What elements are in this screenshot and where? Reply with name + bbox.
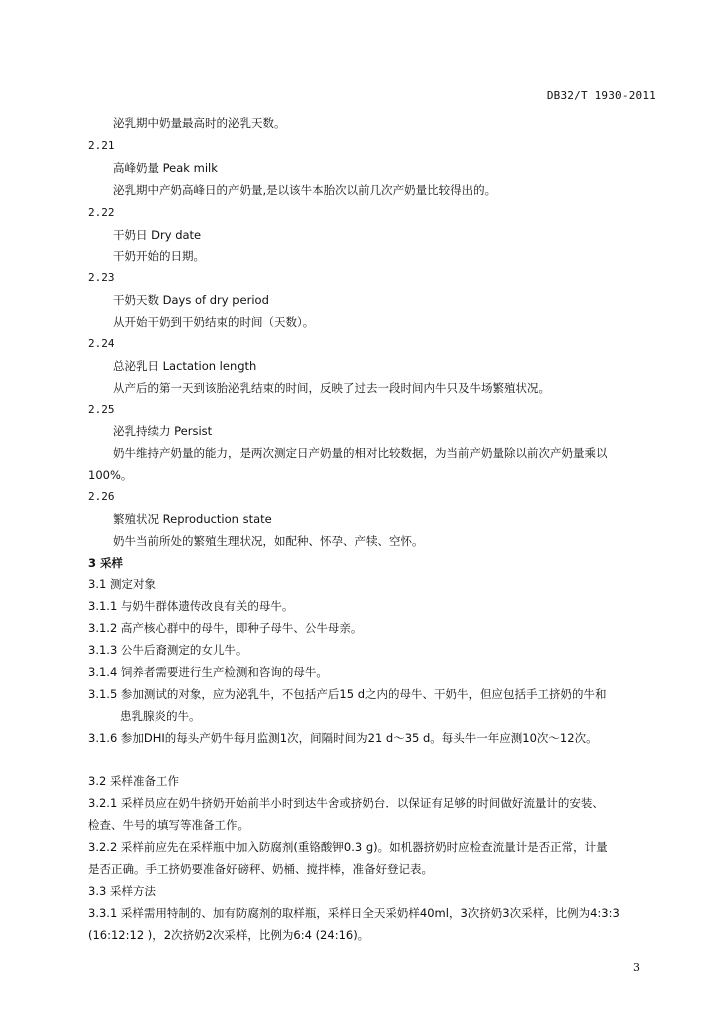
clause: 3.1.5 参加测试的对象，应为泌乳牛，不包括产后15 d之内的母牛、干奶牛，但应包括手工挤奶的牛和 — [88, 687, 607, 701]
section-heading: 3.1 测定对象 — [88, 577, 156, 591]
section-number: 2.26 — [88, 490, 115, 503]
term-heading: 泌乳持续力 Persist — [113, 424, 213, 438]
text-line: 从产后的第一天到该胎泌乳结束的时间，反映了过去一段时间内牛只及牛场繁殖状况。 — [113, 381, 550, 395]
text-line: 泌乳期中产奶高峰日的产奶量,是以该牛本胎次以前几次产奶量比较得出的。 — [113, 183, 497, 197]
term-heading: 干奶天数 Days of dry period — [113, 293, 269, 307]
section-number: 2.23 — [88, 271, 115, 284]
clause: 3.2.1 采样员应在奶牛挤奶开始前半小时到达牛舍或挤奶台．以保证有足够的时间做好流量计的安装、 — [88, 796, 604, 810]
clause: 3.1.2 高产核心群中的母牛，即种子母牛、公牛母亲。 — [88, 621, 363, 635]
term-heading: 干奶日 Dry date — [113, 228, 202, 242]
standard-code: DB32/T 1930-2011 — [546, 89, 656, 102]
section-number: 2.25 — [88, 403, 115, 416]
term-heading: 繁殖状况 Reproduction state — [113, 512, 272, 526]
clause: 3.1.6 参加DHI的每头产奶牛每月监测1次，间隔时间为21 d～35 d。每头牛一年应测10次～12次。 — [88, 731, 598, 745]
section-number: 2.21 — [88, 139, 115, 152]
term-heading: 高峰奶量 Peak milk — [113, 161, 218, 175]
term-heading: 总泌乳日 Lactation length — [113, 359, 257, 373]
clause-continuation: 患乳腺炎的牛。 — [120, 709, 201, 723]
clause: 3.1.4 饲养者需要进行生产检测和咨询的母牛。 — [88, 665, 328, 679]
text-line: 100%。 — [88, 468, 133, 482]
clause: 3.1.1 与奶牛群体遗传改良有关的母牛。 — [88, 599, 294, 613]
section-heading: 3.3 采样方法 — [88, 884, 156, 898]
clause-continuation: (16:12:12 )，2次挤奶2次采样，比例为6:4 (24:16)。 — [88, 928, 370, 942]
section-number: 2.22 — [88, 206, 115, 219]
text-line: 从开始干奶到干奶结束的时间（天数）。 — [113, 315, 315, 329]
clause-continuation: 是否正确。手工挤奶要准备好磅秤、奶桶、搅拌棒，准备好登记表。 — [88, 862, 433, 876]
clause: 3.1.3 公牛后裔测定的女儿牛。 — [88, 643, 248, 657]
text-line: 奶牛当前所处的繁殖生理状况，如配种、怀孕、产犊、空怀。 — [113, 534, 424, 548]
text-line: 干奶开始的日期。 — [113, 249, 205, 263]
chapter-heading: 3 采样 — [88, 556, 124, 570]
clause: 3.3.1 采样需用特制的、加有防腐剂的取样瓶，采样日全天采奶样40ml，3次挤奶3次采样，比例为4:3:3 — [88, 906, 620, 920]
page-number: 3 — [633, 961, 640, 974]
section-number: 2.24 — [88, 337, 115, 350]
text-line: 奶牛维持产奶量的能力，是两次测定日产奶量的相对比较数据，为当前产奶量除以前次产奶量乘以 — [113, 446, 608, 460]
section-heading: 3.2 采样准备工作 — [88, 774, 179, 788]
clause-continuation: 检查、牛号的填写等准备工作。 — [88, 818, 249, 832]
clause: 3.2.2 采样前应先在采样瓶中加入防腐剂(重铬酸钾0.3 g)。如机器挤奶时应检查流量计是否正常，计量 — [88, 840, 608, 854]
text-line: 泌乳期中奶量最高时的泌乳天数。 — [113, 116, 286, 130]
